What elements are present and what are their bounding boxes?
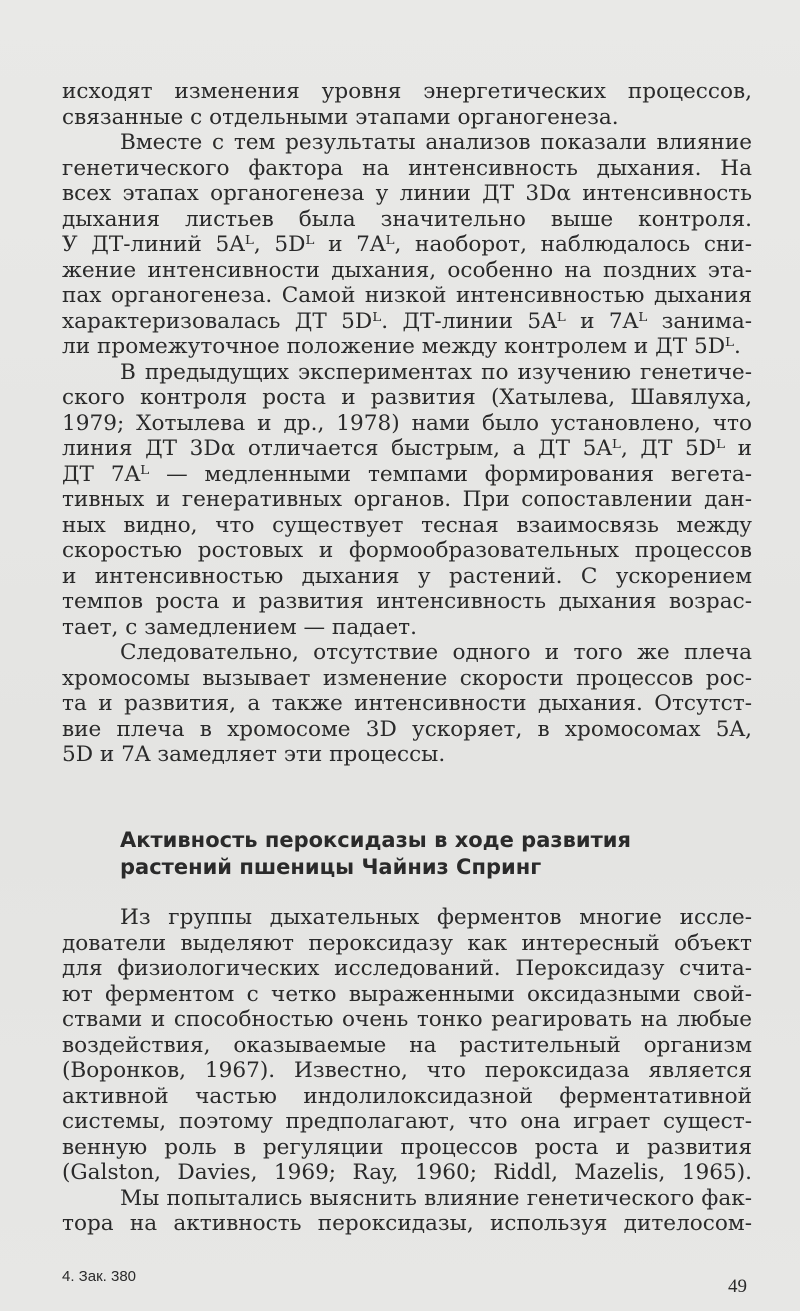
text-line: ют ферментом с четко выраженными оксидазными свой-	[62, 981, 752, 1007]
text-line: генетического фактора на интенсивность дыхания. На	[62, 155, 752, 181]
text-line: скоростью ростовых и формообразовательных процессов	[62, 538, 752, 563]
text-line: воздействия, оказываемые на растительный организм	[62, 1032, 752, 1058]
text-line: исходят изменения уровня энергетических процессов,	[62, 79, 752, 104]
section-heading-line: Активность пероксидазы в ходе развития	[120, 828, 631, 852]
text-line: Мы попытались выяснить влияние генетического фак-	[120, 1185, 752, 1211]
text-line: та и развития, а также интенсивности дыхания. Отсутст-	[62, 691, 752, 716]
text-line: темпов роста и развития интенсивность дыхания возрас-	[62, 589, 752, 614]
text-line: 5D и 7A замедляет эти процессы.	[62, 742, 446, 767]
body-text-top	[62, 79, 752, 768]
text-line: 1979; Хотылева и др., 1978) нами было установлено, что	[62, 410, 752, 436]
page-number: 49	[728, 1276, 747, 1297]
text-line: хромосомы вызывает изменение скорости процессов рос-	[62, 665, 752, 691]
text-line: вие плеча в хромосоме 3D ускоряет, в хромосомах 5A,	[62, 716, 752, 742]
text-line: тает, с замедлением — падает.	[62, 614, 417, 640]
text-line: тора на активность пероксидазы, используя дителосом-	[62, 1211, 752, 1236]
text-line: и интенсивностью дыхания у растений. С ускорением	[62, 563, 752, 589]
text-line: (Воронков, 1967). Известно, что пероксидаза является	[62, 1058, 752, 1083]
text-line: ли промежуточное положение между контролем и ДТ 5Dᴸ.	[62, 334, 741, 359]
text-line: активной частью индолилоксидазной ферментативной	[62, 1083, 752, 1109]
text-line: пах органогенеза. Самой низкой интенсивностью дыхания	[62, 283, 752, 308]
text-line: венную роль в регуляции процессов роста и развития	[62, 1134, 752, 1160]
text-line: для физиологических исследований. Пероксидазу счита-	[62, 956, 752, 981]
text-line: Вместе с тем результаты анализов показали влияние	[120, 130, 752, 155]
text-line: дователи выделяют пероксидазу как интересный объект	[62, 930, 752, 956]
text-line: Следовательно, отсутствие одного и того же плеча	[120, 640, 752, 665]
text-line: ского контроля роста и развития (Хатылева, Шавялуха,	[62, 385, 752, 410]
text-line: системы, поэтому предполагают, что она играет сущест-	[62, 1109, 752, 1134]
body-text-bottom	[62, 905, 752, 1237]
text-line: Из группы дыхательных ферментов многие иссле-	[120, 905, 752, 930]
text-line: линия ДТ 3Dα отличается быстрым, а ДТ 5Aᴸ, ДТ 5Dᴸ и	[62, 436, 752, 461]
print-mark: 4. Зак. 380	[62, 1268, 137, 1285]
text-line: ных видно, что существует тесная взаимосвязь между	[62, 512, 752, 538]
text-line: ствами и способностью очень тонко реагировать на любые	[62, 1007, 752, 1032]
text-line: (Galston, Davies, 1969; Ray, 1960; Riddl, Mazelis, 1965).	[62, 1160, 752, 1185]
text-line: связанные с отдельными этапами органогенеза.	[62, 104, 619, 130]
text-line: жение интенсивности дыхания, особенно на поздних эта-	[62, 257, 752, 283]
text-line: ДТ 7Aᴸ — медленными темпами формирования вегета-	[62, 461, 752, 487]
text-line: всех этапах органогенеза у линии ДТ 3Dα интенсивность	[62, 181, 752, 206]
text-line: характеризовалась ДТ 5Dᴸ. ДТ-линии 5Aᴸ и 7Aᴸ занима-	[62, 308, 752, 334]
section-heading	[120, 827, 631, 881]
text-line: дыхания листьев была значительно выше контроля.	[62, 206, 752, 232]
text-line: тивных и генеративных органов. При сопоставлении дан-	[62, 487, 752, 512]
text-line: В предыдущих экспериментах по изучению генетиче-	[120, 359, 752, 385]
section-heading-line: растений пшеницы Чайниз Спринг	[120, 855, 542, 879]
text-line: У ДТ-линий 5Aᴸ, 5Dᴸ и 7Aᴸ, наоборот, наблюдалось сни-	[62, 232, 752, 257]
